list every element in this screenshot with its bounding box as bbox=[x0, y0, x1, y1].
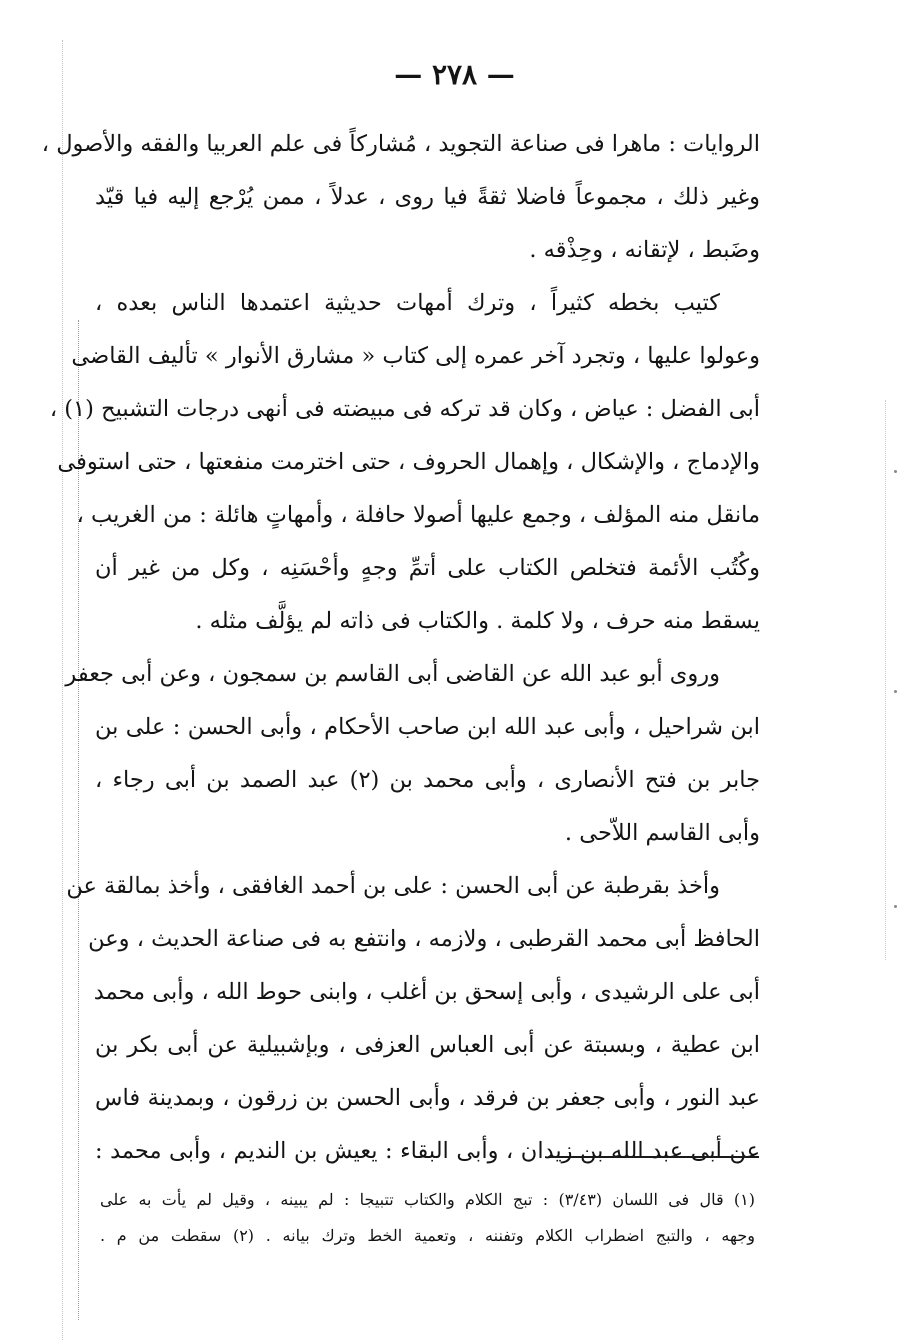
text-line: ابن شراحيل ، وأبى عبد الله ابن صاحب الأحكام ، وأبى الحسن : على بن bbox=[95, 714, 760, 740]
text-line: وأبى القاسم اللاّحى . bbox=[564, 820, 760, 846]
text-line: عن أبى عبد الله بن زيدان ، وأبى البقاء : يعيش بن النديم ، وأبى محمد : bbox=[95, 1138, 760, 1164]
scan-margin-guide bbox=[62, 40, 63, 1340]
text-line: وغير ذلك ، مجموعاً فاضلا ثقةً فيا روى ، عدلاً ، ممن يُرْجع إليه فيا قيّد bbox=[95, 184, 760, 210]
text-line: وروى أبو عبد الله عن القاضى أبى القاسم بن سمجون ، وعن أبى جعفر bbox=[65, 661, 720, 687]
scan-speck bbox=[894, 690, 897, 693]
text-line: ابن عطية ، وبسبتة عن أبى العباس العزفى ، وبإشبيلية عن أبى بكر بن bbox=[95, 1032, 760, 1058]
footnote-line: وجهه ، والتبج اضطراب الكلام وتفننه ، وتعمية الخط وترك بيانه . (٢) سقطت من م . bbox=[100, 1226, 755, 1245]
text-line: وعولوا عليها ، وتجرد آخر عمره إلى كتاب « مشارق الأنوار » تأليف القاضى bbox=[71, 343, 760, 369]
text-line: الحافظ أبى محمد القرطبى ، ولازمه ، وانتفع به فى صناعة الحديث ، وعن bbox=[88, 926, 760, 952]
footnote-line: (١) قال فى اللسان (٣/٤٣) : تبج الكلام والكتاب تتبيجا : لم يبينه ، وقيل لم يأت به على bbox=[100, 1190, 755, 1209]
text-line: الروايات : ماهرا فى صناعة التجويد ، مُشاركاً فى علم العربيا والفقه والأصول ، bbox=[41, 131, 760, 157]
text-line: جابر بن فتح الأنصارى ، وأبى محمد بن (٢) عبد الصمد بن أبى رجاء ، bbox=[95, 767, 760, 793]
scan-margin-guide bbox=[885, 400, 886, 960]
text-line: عبد النور ، وأبى جعفر بن فرقد ، وأبى الحسن بن زرقون ، وبمدينة فاس bbox=[95, 1085, 760, 1111]
footnote-separator bbox=[549, 1156, 759, 1158]
scan-speck bbox=[894, 470, 897, 473]
scan-speck bbox=[894, 905, 897, 908]
text-line: مانقل منه المؤلف ، وجمع عليها أصولا حافلة ، وأمهاتٍ هائلة : من الغريب ، bbox=[76, 502, 760, 528]
text-line: أبى على الرشيدى ، وأبى إسحق بن أغلب ، وابنى حوط الله ، وأبى محمد bbox=[93, 979, 760, 1005]
text-line: كتيب بخطه كثيراً ، وترك أمهات حديثية اعتمدها الناس بعده ، bbox=[95, 290, 720, 316]
text-line: وأخذ بقرطبة عن أبى الحسن : على بن أحمد الغافقى ، وأخذ بمالقة عن bbox=[66, 873, 720, 899]
text-line: وكُتُب الأئمة فتخلص الكتاب على أتمِّ وجهٍ وأحْسَنِه ، وكل من غير أن bbox=[95, 555, 760, 581]
body-text bbox=[41, 118, 760, 1178]
text-line: والإدماج ، والإشكال ، وإهمال الحروف ، حتى اخترمت منفعتها ، حتى استوفى bbox=[57, 449, 760, 475]
text-line: وضَبط ، لإتقانه ، وحِذْقه . bbox=[529, 237, 760, 263]
footnotes bbox=[100, 1182, 755, 1254]
text-line: يسقط منه حرف ، ولا كلمة . والكتاب فى ذاته لم يؤلَّف مثله . bbox=[195, 608, 760, 634]
page-number: — ٢٧٨ — bbox=[394, 58, 515, 91]
text-line: أبى الفضل : عياض ، وكان قد تركه فى مبيضته فى أنهى درجات التشبيح (١) ، bbox=[49, 396, 760, 422]
